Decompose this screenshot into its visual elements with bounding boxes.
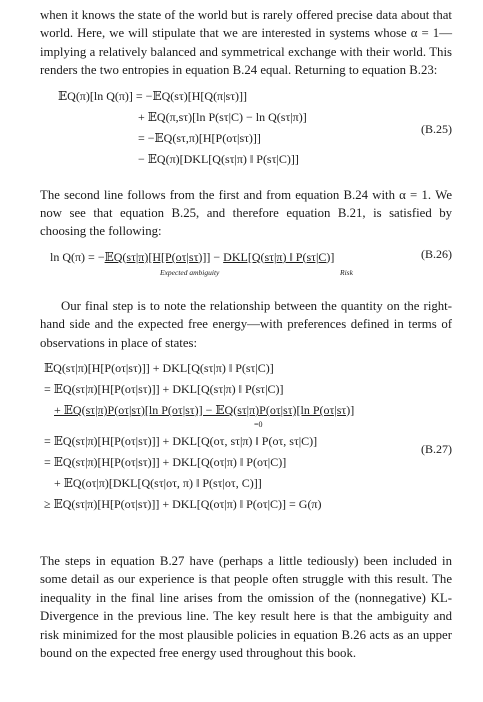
- eq26-ambiguity-term: 𝔼Q(sτ|π)[H[P(oτ|sτ)]]: [104, 249, 211, 264]
- paragraph-1: when it knows the state of the world but is rarely offered precise data about that world. Here, we will stipulate that we are interested in systems whose α = 1—implying a relatively balanced and symmetrical exchange with their world. This renders the two entropies in equation B.24 equal. Returning to equation B.23:: [40, 8, 452, 78]
- eq26-minus: −: [210, 249, 224, 264]
- eq25-line-3: = −𝔼Q(sτ,π)[H[P(oτ|sτ)]]: [138, 130, 261, 145]
- equation-b25: [40, 86, 452, 178]
- eq27-line-1: 𝔼Q(sτ|π)[H[P(oτ|sτ)]] + DKL[Q(sτ|π) ‖ P(sτ|C)]: [44, 361, 274, 376]
- expected-ambiguity-label: Expected ambiguity: [160, 267, 220, 277]
- eq27-line-3: + 𝔼Q(sτ|π)P(oτ|sτ)[ln P(oτ|sτ)] − 𝔼Q(sτ|π)P(oτ|sτ)[ln P(oτ|sτ)]: [54, 403, 355, 418]
- eq27-line-4: = 𝔼Q(sτ|π)[H[P(oτ|sτ)]] + DKL[Q(oτ, sτ|π) ‖ P(oτ, sτ|C)]: [44, 434, 318, 449]
- eq26-risk-term: DKL[Q(sτ|π) ‖ P(sτ|C)]: [223, 249, 335, 264]
- eq27-line-6: + 𝔼Q(oτ|π)[DKL[Q(sτ|oτ, π) ‖ P(sτ|oτ, C)]]: [54, 476, 262, 491]
- equation-b27: [40, 358, 452, 546]
- eq27-line-7: ≥ 𝔼Q(sτ|π)[H[P(oτ|sτ)]] + DKL[Q(oτ|π) ‖ P(oτ|C)] = G(π): [44, 497, 322, 512]
- eq26-lhs: ln Q(π) = −: [50, 249, 105, 264]
- eq27-equals-zero: =0: [254, 420, 263, 430]
- equation-number-b26: (B.26): [421, 246, 452, 261]
- paragraph-2: The second line follows from the first and from equation B.24 with α = 1. We now see that equation B.25, and therefore equation B.21, is satisfied by choosing the following:: [40, 187, 452, 239]
- eq25-line-1: 𝔼Q(π)[ln Q(π)] = −𝔼Q(sτ)[H[Q(π|sτ)]]: [58, 88, 247, 103]
- eq27-line-5: = 𝔼Q(sτ|π)[H[P(oτ|sτ)]] + DKL[Q(oτ|π) ‖ P(oτ|C)]: [44, 455, 287, 470]
- equation-number-b27: (B.27): [421, 442, 452, 457]
- eq25-line-4: − 𝔼Q(π)[DKL[Q(sτ|π) ‖ P(sτ|C)]]: [138, 151, 299, 166]
- eq27-line-2: = 𝔼Q(sτ|π)[H[P(oτ|sτ)]] + DKL[Q(sτ|π) ‖ P(sτ|C)]: [44, 382, 284, 397]
- risk-label: Risk: [340, 267, 353, 277]
- paragraph-4: The steps in equation B.27 have (perhaps a little tediously) been included in some detail as our experience is that people often struggle with this result. The inequality in the final line arises from the omission of the (nonnegative) KL-Divergence in the previous line. The key result here is that the ambiguity and risk minimized for the most plausible policies in equation B.26 acts as an upper bound on the expected free energy used throughout this book.: [40, 554, 452, 661]
- equation-b26: [40, 247, 452, 291]
- equation-number-b25: (B.25): [421, 121, 452, 136]
- eq25-line-2: + 𝔼Q(π,sτ)[ln P(sτ|C) − ln Q(sτ|π)]: [138, 109, 307, 124]
- paragraph-3: Our final step is to note the relationship between the quantity on the right-hand side and the expected free energy—with preferences defined in terms of observations in place of states:: [40, 298, 452, 350]
- page: [40, 6, 452, 663]
